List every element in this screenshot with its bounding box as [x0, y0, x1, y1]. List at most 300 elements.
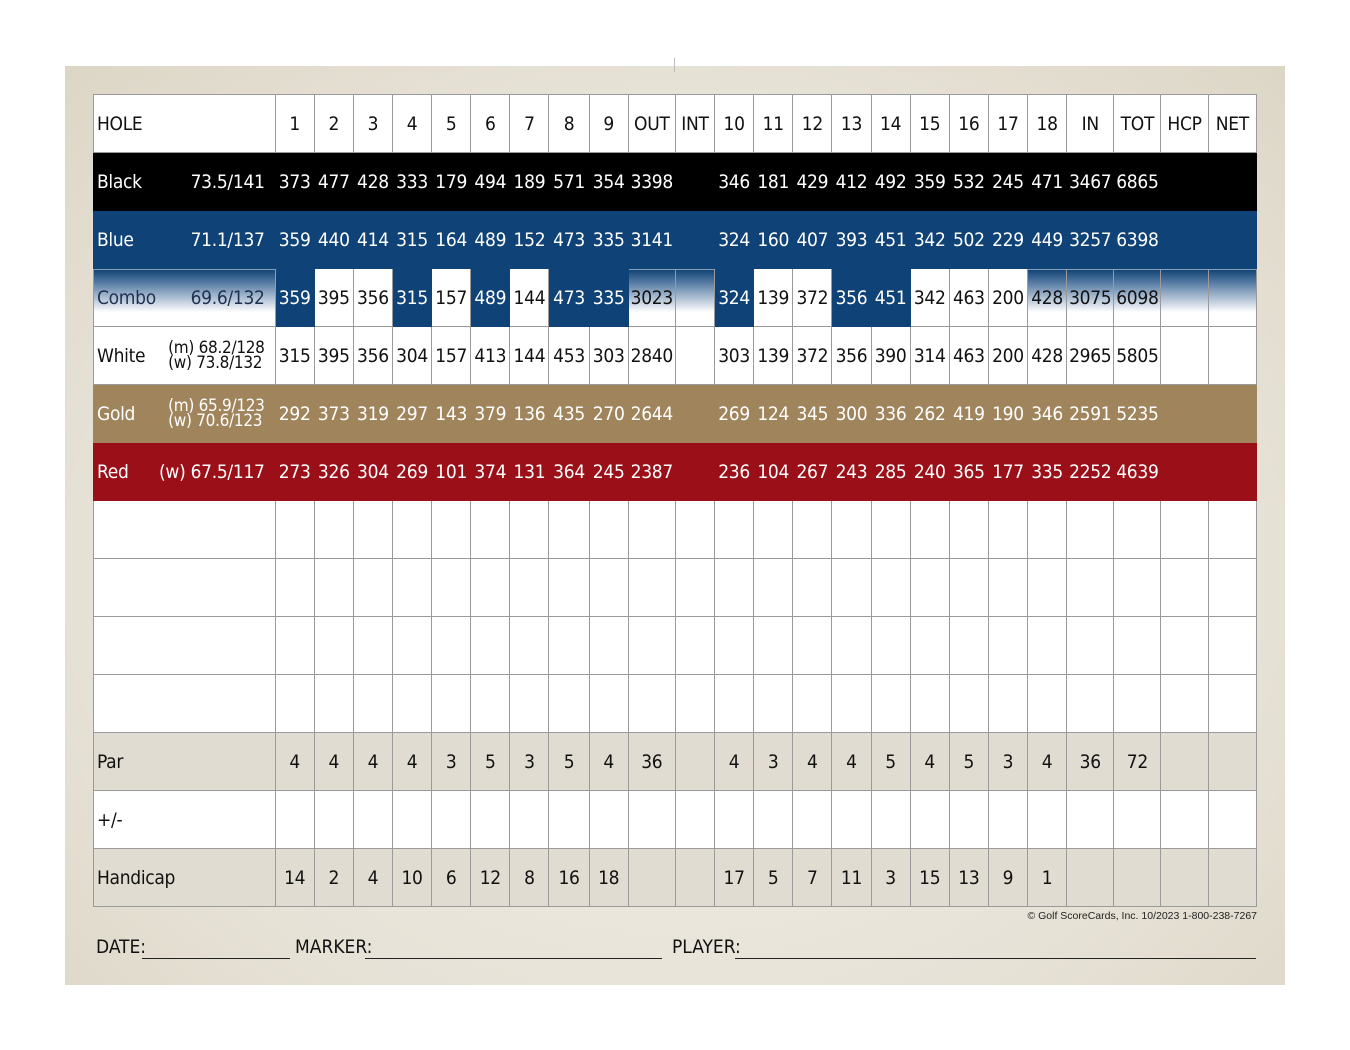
date-line[interactable]	[142, 958, 290, 959]
plusminus-cell[interactable]	[1161, 791, 1208, 849]
yardage-cell	[1208, 385, 1256, 443]
par-cell: 4	[314, 733, 353, 791]
yardage-cell	[1208, 327, 1256, 385]
yardage-cell: 5235	[1114, 385, 1161, 443]
score-cell[interactable]	[275, 559, 314, 617]
score-cell[interactable]	[628, 559, 675, 617]
tee-rating-women: (w) 73.8/132	[168, 352, 263, 373]
yardage-cell: 451	[871, 211, 910, 269]
header-cell: 12	[793, 95, 832, 153]
par-cell: 4	[353, 733, 392, 791]
yardage-cell: 342	[910, 269, 949, 327]
plusminus-row	[94, 791, 1257, 849]
score-cell[interactable]	[1114, 559, 1161, 617]
yardage-cell: 373	[275, 153, 314, 211]
score-cell[interactable]	[675, 501, 714, 559]
plusminus-cell[interactable]	[1208, 791, 1256, 849]
score-cell[interactable]	[353, 617, 392, 675]
score-cell[interactable]	[1161, 501, 1208, 559]
par-cell: 3	[510, 733, 549, 791]
score-cell[interactable]	[314, 559, 353, 617]
player-score-row	[94, 617, 1257, 675]
yardage-cell	[1161, 327, 1208, 385]
yardage-cell: 395	[314, 327, 353, 385]
yardage-cell: 372	[793, 269, 832, 327]
score-cell[interactable]	[1114, 675, 1161, 733]
score-cell[interactable]	[949, 675, 988, 733]
yardage-cell: 373	[314, 385, 353, 443]
yardage-cell: 471	[1028, 153, 1067, 211]
yardage-cell: 190	[988, 385, 1027, 443]
yardage-cell: 189	[510, 153, 549, 211]
par-cell: 4	[275, 733, 314, 791]
yardage-cell: 359	[275, 269, 314, 327]
yardage-cell: 144	[510, 327, 549, 385]
yardage-cell	[1161, 211, 1208, 269]
yardage-cell	[675, 327, 714, 385]
plusminus-cell[interactable]	[1067, 791, 1114, 849]
yardage-cell: 160	[754, 211, 793, 269]
score-cell[interactable]	[754, 675, 793, 733]
yardage-cell: 131	[510, 443, 549, 501]
handicap-cell: 14	[275, 849, 314, 907]
score-cell[interactable]	[715, 559, 754, 617]
score-cell[interactable]	[1114, 617, 1161, 675]
score-cell[interactable]	[871, 559, 910, 617]
yardage-cell: 356	[353, 327, 392, 385]
yardage-cell: 428	[353, 153, 392, 211]
handicap-cell: 2	[314, 849, 353, 907]
yardage-cell: 2387	[628, 443, 675, 501]
tee-name: Combo	[97, 286, 156, 309]
score-cell[interactable]	[353, 675, 392, 733]
plusminus-cell[interactable]	[754, 791, 793, 849]
score-cell[interactable]	[589, 617, 628, 675]
yardage-cell: 419	[949, 385, 988, 443]
yardage-cell: 314	[910, 327, 949, 385]
yardage-cell: 393	[832, 211, 871, 269]
plusminus-cell[interactable]	[988, 791, 1027, 849]
handicap-cell: 17	[715, 849, 754, 907]
yardage-cell: 354	[589, 153, 628, 211]
yardage-cell: 267	[793, 443, 832, 501]
score-cell[interactable]	[549, 501, 589, 559]
par-cell: 72	[1114, 733, 1161, 791]
yardage-cell: 428	[1028, 269, 1067, 327]
yardage-cell: 304	[353, 443, 392, 501]
date-label: DATE:	[96, 936, 147, 958]
par-cell: 4	[715, 733, 754, 791]
score-cell[interactable]	[949, 559, 988, 617]
score-cell[interactable]	[988, 501, 1027, 559]
score-cell[interactable]	[471, 559, 510, 617]
yardage-cell: 428	[1028, 327, 1067, 385]
score-cell[interactable]	[471, 501, 510, 559]
score-cell[interactable]	[1028, 617, 1067, 675]
yardage-cell: 297	[392, 385, 431, 443]
yardage-cell: 413	[471, 327, 510, 385]
yardage-cell: 303	[715, 327, 754, 385]
score-cell[interactable]	[1067, 617, 1114, 675]
plusminus-cell[interactable]	[432, 791, 471, 849]
yardage-cell: 435	[549, 385, 589, 443]
score-cell[interactable]	[1208, 675, 1256, 733]
yardage-cell: 379	[471, 385, 510, 443]
yardage-cell: 359	[910, 153, 949, 211]
yardage-cell: 240	[910, 443, 949, 501]
yardage-cell: 356	[353, 269, 392, 327]
score-cell[interactable]	[1208, 501, 1256, 559]
yardage-cell: 407	[793, 211, 832, 269]
player-name-cell[interactable]	[94, 617, 276, 675]
score-cell[interactable]	[510, 675, 549, 733]
yardage-cell: 571	[549, 153, 589, 211]
yardage-cell: 270	[589, 385, 628, 443]
yardage-cell: 5805	[1114, 327, 1161, 385]
yardage-cell: 359	[275, 211, 314, 269]
yardage-cell: 414	[353, 211, 392, 269]
score-cell[interactable]	[1028, 559, 1067, 617]
tee-label-white	[94, 327, 276, 385]
yardage-cell: 181	[754, 153, 793, 211]
yardage-cell: 356	[832, 327, 871, 385]
yardage-cell: 429	[793, 153, 832, 211]
yardage-cell: 2644	[628, 385, 675, 443]
yardage-cell: 365	[949, 443, 988, 501]
tee-row-white	[94, 327, 1257, 385]
yardage-cell: 374	[471, 443, 510, 501]
score-cell[interactable]	[432, 559, 471, 617]
score-cell[interactable]	[392, 675, 431, 733]
score-cell[interactable]	[1114, 501, 1161, 559]
handicap-cell: 16	[549, 849, 589, 907]
score-cell[interactable]	[1067, 559, 1114, 617]
tee-label-combo	[94, 269, 276, 327]
header-cell: 2	[314, 95, 353, 153]
header-cell: 5	[432, 95, 471, 153]
yardage-cell: 269	[715, 385, 754, 443]
yardage-cell	[1208, 153, 1256, 211]
score-cell[interactable]	[1028, 501, 1067, 559]
handicap-cell	[1114, 849, 1161, 907]
score-cell[interactable]	[432, 501, 471, 559]
yardage-cell: 324	[715, 211, 754, 269]
plusminus-cell[interactable]	[832, 791, 871, 849]
plusminus-cell[interactable]	[949, 791, 988, 849]
yardage-cell: 345	[793, 385, 832, 443]
player-name-cell[interactable]	[94, 501, 276, 559]
score-cell[interactable]	[871, 501, 910, 559]
plusminus-cell[interactable]	[314, 791, 353, 849]
plusminus-cell[interactable]	[715, 791, 754, 849]
yardage-cell: 243	[832, 443, 871, 501]
header-cell: 7	[510, 95, 549, 153]
score-cell[interactable]	[910, 617, 949, 675]
yardage-cell: 262	[910, 385, 949, 443]
score-cell[interactable]	[1161, 559, 1208, 617]
plusminus-cell[interactable]	[471, 791, 510, 849]
score-cell[interactable]	[432, 617, 471, 675]
player-name-cell[interactable]	[94, 559, 276, 617]
score-cell[interactable]	[589, 675, 628, 733]
par-cell: 3	[988, 733, 1027, 791]
yardage-cell: 346	[1028, 385, 1067, 443]
yardage-cell: 245	[589, 443, 628, 501]
handicap-cell	[1067, 849, 1114, 907]
yardage-cell: 333	[392, 153, 431, 211]
tee-rating: (w) 67.5/117	[159, 460, 265, 483]
tee-label-black	[94, 153, 276, 211]
score-cell[interactable]	[793, 559, 832, 617]
score-cell[interactable]	[510, 501, 549, 559]
plusminus-cell[interactable]	[510, 791, 549, 849]
tee-name: Gold	[97, 402, 136, 425]
plusminus-cell[interactable]	[589, 791, 628, 849]
score-cell[interactable]	[471, 617, 510, 675]
score-cell[interactable]	[353, 559, 392, 617]
score-cell[interactable]	[832, 501, 871, 559]
tee-rating-men: (m) 65.9/123	[168, 395, 265, 416]
yardage-cell: 236	[715, 443, 754, 501]
yardage-cell	[1161, 269, 1208, 327]
yardage-cell: 179	[432, 153, 471, 211]
score-cell[interactable]	[754, 559, 793, 617]
score-cell[interactable]	[910, 559, 949, 617]
plusminus-cell[interactable]	[549, 791, 589, 849]
header-cell: 15	[910, 95, 949, 153]
yardage-cell: 2591	[1067, 385, 1114, 443]
yardage-cell: 139	[754, 327, 793, 385]
par-cell: 36	[1067, 733, 1114, 791]
header-cell: 16	[949, 95, 988, 153]
score-cell[interactable]	[988, 675, 1027, 733]
handicap-cell: 9	[988, 849, 1027, 907]
handicap-cell: 8	[510, 849, 549, 907]
yardage-cell: 304	[392, 327, 431, 385]
score-cell[interactable]	[589, 501, 628, 559]
score-cell[interactable]	[392, 559, 431, 617]
score-cell[interactable]	[1208, 617, 1256, 675]
score-cell[interactable]	[793, 501, 832, 559]
hole-header-row	[94, 95, 1257, 153]
player-label: PLAYER:	[672, 936, 741, 958]
yardage-cell: 200	[988, 327, 1027, 385]
yardage-cell: 463	[949, 269, 988, 327]
score-cell[interactable]	[628, 617, 675, 675]
player-line[interactable]	[735, 958, 1256, 959]
plusminus-cell[interactable]	[275, 791, 314, 849]
score-cell[interactable]	[832, 617, 871, 675]
yardage-cell: 4639	[1114, 443, 1161, 501]
score-cell[interactable]	[871, 617, 910, 675]
score-cell[interactable]	[589, 559, 628, 617]
score-cell[interactable]	[549, 675, 589, 733]
header-cell: TOT	[1114, 95, 1161, 153]
yardage-cell: 157	[432, 269, 471, 327]
yardage-cell	[1161, 153, 1208, 211]
handicap-cell	[675, 849, 714, 907]
plusminus-cell[interactable]	[910, 791, 949, 849]
header-cell: 4	[392, 95, 431, 153]
score-cell[interactable]	[1028, 675, 1067, 733]
handicap-cell: 5	[754, 849, 793, 907]
score-cell[interactable]	[471, 675, 510, 733]
plusminus-cell[interactable]	[392, 791, 431, 849]
yardage-cell: 6865	[1114, 153, 1161, 211]
header-cell: 18	[1028, 95, 1067, 153]
par-cell: 3	[754, 733, 793, 791]
score-cell[interactable]	[675, 675, 714, 733]
yardage-cell: 319	[353, 385, 392, 443]
yardage-cell: 157	[432, 327, 471, 385]
yardage-cell: 269	[392, 443, 431, 501]
score-cell[interactable]	[549, 617, 589, 675]
score-cell[interactable]	[1067, 675, 1114, 733]
score-cell[interactable]	[549, 559, 589, 617]
par-cell	[1208, 733, 1256, 791]
score-cell[interactable]	[793, 675, 832, 733]
score-cell[interactable]	[949, 617, 988, 675]
score-cell[interactable]	[432, 675, 471, 733]
score-cell[interactable]	[275, 675, 314, 733]
tee-name: White	[97, 344, 146, 367]
score-cell[interactable]	[1161, 675, 1208, 733]
yardage-cell: 346	[715, 153, 754, 211]
plusminus-cell[interactable]	[871, 791, 910, 849]
score-cell[interactable]	[793, 617, 832, 675]
par-cell: 5	[871, 733, 910, 791]
score-cell[interactable]	[715, 675, 754, 733]
plusminus-cell[interactable]	[793, 791, 832, 849]
handicap-label: Handicap	[94, 849, 276, 907]
score-cell[interactable]	[988, 559, 1027, 617]
yardage-cell: 473	[549, 211, 589, 269]
yardage-cell: 3467	[1067, 153, 1114, 211]
score-cell[interactable]	[353, 501, 392, 559]
yardage-cell	[675, 269, 714, 327]
yardage-cell: 124	[754, 385, 793, 443]
yardage-cell: 395	[314, 269, 353, 327]
score-cell[interactable]	[988, 617, 1027, 675]
handicap-cell: 6	[432, 849, 471, 907]
score-cell[interactable]	[628, 675, 675, 733]
yardage-cell: 229	[988, 211, 1027, 269]
par-cell: 4	[910, 733, 949, 791]
score-cell[interactable]	[715, 501, 754, 559]
par-cell: 5	[949, 733, 988, 791]
player-score-row	[94, 501, 1257, 559]
yardage-cell: 6098	[1114, 269, 1161, 327]
header-cell: OUT	[628, 95, 675, 153]
score-cell[interactable]	[910, 675, 949, 733]
handicap-cell	[1208, 849, 1256, 907]
plusminus-cell[interactable]	[628, 791, 675, 849]
yardage-cell: 335	[1028, 443, 1067, 501]
score-cell[interactable]	[314, 501, 353, 559]
score-cell[interactable]	[675, 559, 714, 617]
tee-row-gold	[94, 385, 1257, 443]
yardage-cell: 3023	[628, 269, 675, 327]
score-cell[interactable]	[510, 559, 549, 617]
yardage-cell: 139	[754, 269, 793, 327]
yardage-cell	[675, 443, 714, 501]
score-cell[interactable]	[1067, 501, 1114, 559]
score-cell[interactable]	[314, 675, 353, 733]
header-cell: 3	[353, 95, 392, 153]
handicap-cell	[1161, 849, 1208, 907]
yardage-cell: 245	[988, 153, 1027, 211]
yardage-cell: 315	[392, 269, 431, 327]
yardage-cell: 494	[471, 153, 510, 211]
score-cell[interactable]	[392, 617, 431, 675]
yardage-cell: 3398	[628, 153, 675, 211]
score-cell[interactable]	[275, 617, 314, 675]
score-cell[interactable]	[832, 559, 871, 617]
yardage-cell: 285	[871, 443, 910, 501]
score-cell[interactable]	[949, 501, 988, 559]
plusminus-cell[interactable]	[1028, 791, 1067, 849]
yardage-cell: 101	[432, 443, 471, 501]
score-cell[interactable]	[754, 501, 793, 559]
par-cell: 5	[471, 733, 510, 791]
yardage-cell: 489	[471, 269, 510, 327]
score-cell[interactable]	[1161, 617, 1208, 675]
score-cell[interactable]	[275, 501, 314, 559]
yardage-cell: 144	[510, 269, 549, 327]
yardage-cell: 300	[832, 385, 871, 443]
yardage-cell: 104	[754, 443, 793, 501]
plusminus-cell[interactable]	[675, 791, 714, 849]
score-cell[interactable]	[1208, 559, 1256, 617]
yardage-cell: 6398	[1114, 211, 1161, 269]
yardage-cell: 449	[1028, 211, 1067, 269]
yardage-cell: 335	[589, 211, 628, 269]
score-cell[interactable]	[832, 675, 871, 733]
score-cell[interactable]	[754, 617, 793, 675]
plusminus-label: +/-	[94, 791, 276, 849]
header-cell: 10	[715, 95, 754, 153]
score-cell[interactable]	[628, 501, 675, 559]
marker-line[interactable]	[365, 958, 662, 959]
tee-label-red	[94, 443, 276, 501]
yardage-cell: 200	[988, 269, 1027, 327]
yardage-cell: 2965	[1067, 327, 1114, 385]
header-cell: 11	[754, 95, 793, 153]
score-cell[interactable]	[510, 617, 549, 675]
par-cell	[1161, 733, 1208, 791]
score-cell[interactable]	[314, 617, 353, 675]
plusminus-cell[interactable]	[1114, 791, 1161, 849]
tee-label-gold	[94, 385, 276, 443]
header-cell: 1	[275, 95, 314, 153]
score-cell[interactable]	[392, 501, 431, 559]
handicap-cell: 12	[471, 849, 510, 907]
player-name-cell[interactable]	[94, 675, 276, 733]
fold-mark	[674, 58, 675, 72]
plusminus-cell[interactable]	[353, 791, 392, 849]
yardage-cell	[675, 211, 714, 269]
marker-label: MARKER:	[295, 936, 373, 958]
score-cell[interactable]	[675, 617, 714, 675]
yardage-cell: 3075	[1067, 269, 1114, 327]
score-cell[interactable]	[715, 617, 754, 675]
yardage-cell: 143	[432, 385, 471, 443]
score-cell[interactable]	[910, 501, 949, 559]
par-cell: 4	[832, 733, 871, 791]
yardage-cell: 335	[589, 269, 628, 327]
yardage-cell: 372	[793, 327, 832, 385]
score-cell[interactable]	[871, 675, 910, 733]
